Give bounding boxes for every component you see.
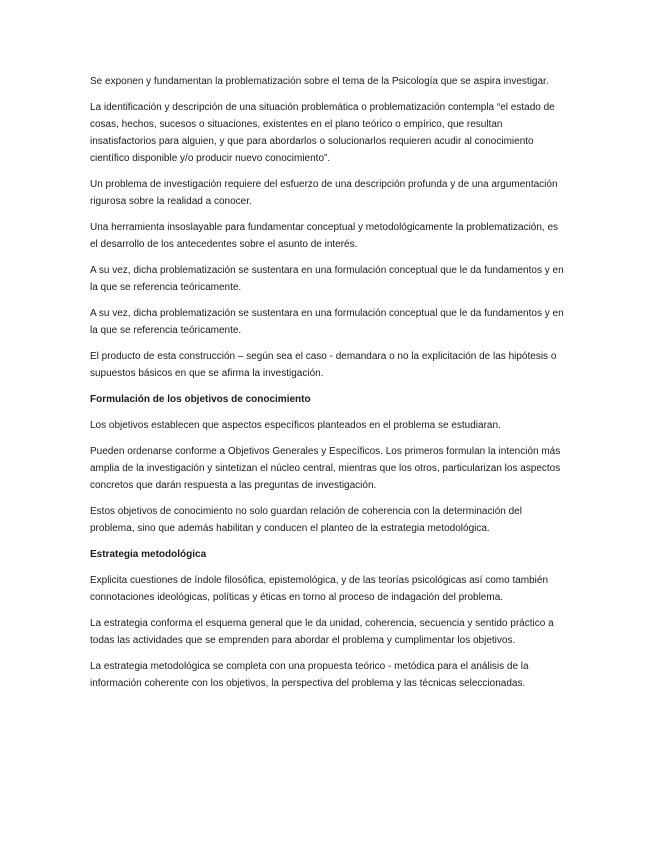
paragraph-objectives-types: Pueden ordenarse conforme a Objetivos Generales y Específicos. Los primeros formulan la intención más amplia de la investigación y sintetizan el núcleo central, mientras que los otros, particularizan los aspectos concretos que darán respuesta a las preguntas de investigación. (90, 446, 561, 491)
paragraph-objectives-purpose: Los objetivos establecen que aspectos específicos planteados en el problema se estudiaran. (90, 420, 501, 431)
paragraph-objectives-coherence: Estos objetivos de conocimiento no solo guardan relación de coherencia con la determinación del problema, sino que además habilitan y conducen el planteo de la estrategia metodológica. (90, 506, 522, 534)
paragraph-strategy-explicit: Explicita cuestiones de índole filosófica, epistemológica, y de las teorías psicológicas así como también connotaciones ideológicas, políticas y éticas en torno al proceso de indagación del problema. (90, 575, 549, 603)
document-page (90, 73, 565, 701)
paragraph-strategy-scheme: La estrategia conforma el esquema general que le da unidad, coherencia, secuencia y sentido práctico a todas las actividades que se emprenden para abordar el problema y cumplimentar los objetivos. (90, 618, 554, 646)
paragraph-intro: Se exponen y fundamentan la problematización sobre el tema de la Psicología que se aspira investigar. (90, 76, 549, 87)
paragraph-background: Una herramienta insoslayable para fundamentar conceptual y metodológicamente la problematización, es el desarrollo de los antecedentes sobre el asunto de interés. (90, 222, 559, 250)
paragraph-hypotheses: El producto de esta construcción – según sea el caso - demandara o no la explicitación de las hipótesis o supuestos básicos en que se afirma la investigación. (90, 351, 557, 379)
paragraph-problem-definition: La identificación y descripción de una situación problemática o problematización contempla “el estado de cosas, hechos, sucesos o situaciones, existentes en el plano teórico o empírico, que resultan insatisfactorios para alguien, y que para abordarlos o solucionarlos requieren acudir al conocimiento científico disponible y/o producir nuevo conocimiento”. (90, 102, 555, 164)
heading-objectives: Formulación de los objetivos de conocimiento (90, 394, 311, 405)
paragraph-strategy-analysis: La estrategia metodológica se completa con una propuesta teórico - metódica para el análisis de la información coherente con los objetivos, la perspectiva del problema y las técnicas seleccionadas. (90, 661, 529, 689)
paragraph-conceptual-formulation: A su vez, dicha problematización se sustentara en una formulación conceptual que le da fundamentos y en la que se referencia teóricamente. (90, 265, 564, 293)
paragraph-problem-requirements: Un problema de investigación requiere del esfuerzo de una descripción profunda y de una argumentación rigurosa sobre la realidad a conocer. (90, 179, 558, 207)
paragraph-conceptual-formulation-repeat: A su vez, dicha problematización se sustentara en una formulación conceptual que le da fundamentos y en la que se referencia teóricamente. (90, 308, 564, 336)
heading-strategy: Estrategia metodológica (90, 549, 207, 560)
